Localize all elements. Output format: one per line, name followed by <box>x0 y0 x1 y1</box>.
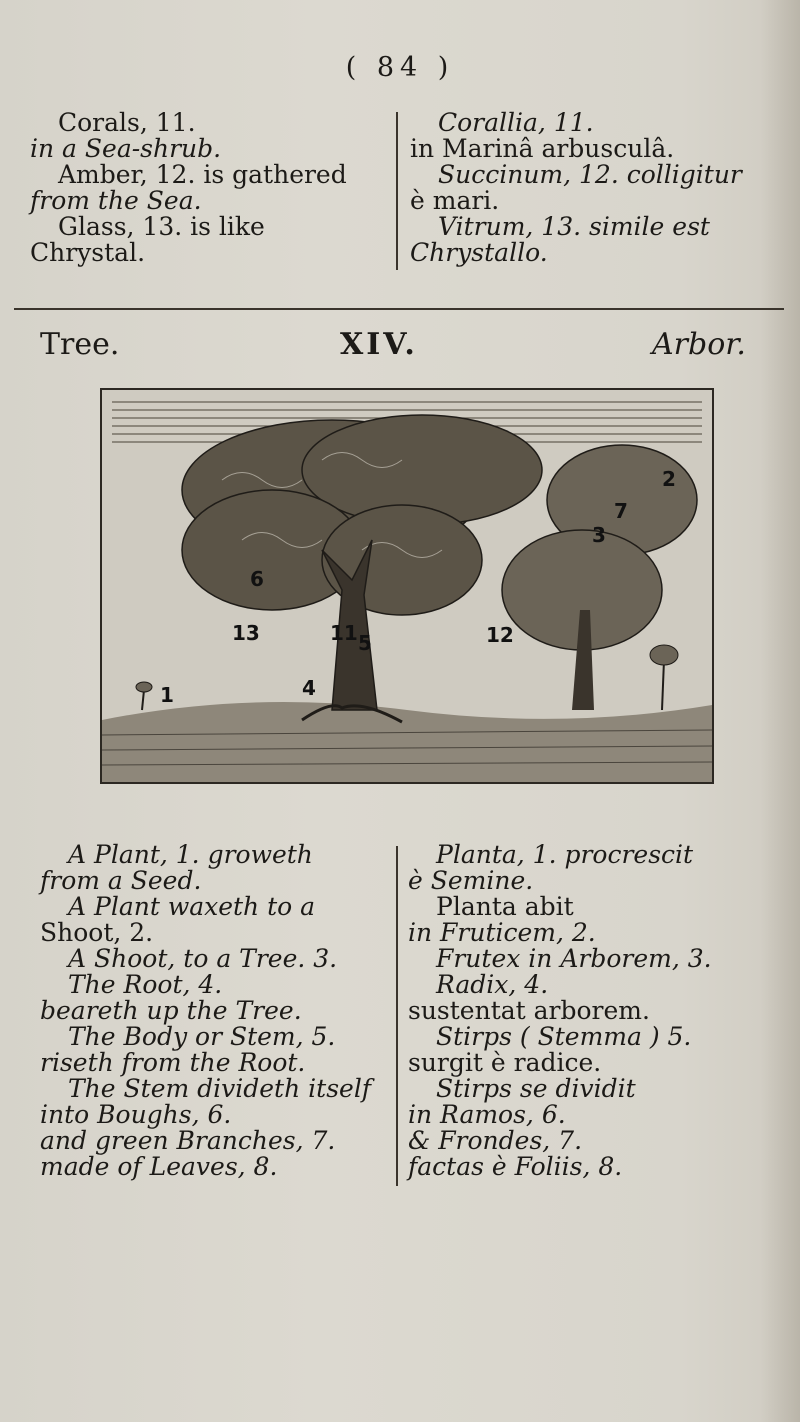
text-line: Planta, 1. procrescit <box>436 840 694 869</box>
figure-label: 4 <box>302 676 316 700</box>
text-line: Corals, 11. <box>58 108 196 137</box>
text-line: riseth from the Root. <box>40 1048 306 1077</box>
heading-number: XIV. <box>340 327 418 362</box>
text-line: è Semine. <box>408 866 534 895</box>
text-line: factas è Foliis, 8. <box>408 1152 623 1181</box>
text-line: A Plant waxeth to a <box>68 892 316 921</box>
text-line: Frutex in Arborem, 3. <box>436 944 712 973</box>
lower-english-column <box>40 842 390 1180</box>
text-line: Planta abit <box>436 892 574 921</box>
figure-label: 13 <box>232 621 260 645</box>
text-line: Stirps ( Stemma ) 5. <box>436 1022 692 1051</box>
text-line: in Ramos, 6. <box>408 1100 566 1129</box>
text-line: Corallia, 11. <box>438 108 594 137</box>
text-line: & Frondes, 7. <box>408 1126 583 1155</box>
figure-label: 7 <box>614 499 628 523</box>
figure-label: 3 <box>592 523 606 547</box>
text-line: into Boughs, 6. <box>40 1100 232 1129</box>
text-line: A Plant, 1. groweth <box>68 840 313 869</box>
text-line: made of Leaves, 8. <box>40 1152 278 1181</box>
top-latin-column <box>410 110 790 266</box>
text-line: The Stem divideth itself <box>68 1074 372 1103</box>
top-english-column <box>30 110 370 266</box>
figure-label: 5 <box>358 631 372 655</box>
text-line: beareth up the Tree. <box>40 996 302 1025</box>
section-rule <box>14 308 784 310</box>
engraved-tree-illustration <box>100 388 714 784</box>
text-line: Shoot, 2. <box>40 918 154 947</box>
text-line: Amber, 12. is gathered <box>58 160 347 189</box>
text-line: The Body or Stem, 5. <box>68 1022 336 1051</box>
text-line: è mari. <box>410 186 500 215</box>
text-line: Glass, 13. is like <box>58 212 265 241</box>
text-line: Chrystallo. <box>410 238 548 267</box>
text-line: Stirps se dividit <box>436 1074 636 1103</box>
figure-label: 11 <box>330 621 358 645</box>
text-line: A Shoot, to a Tree. 3. <box>68 944 338 973</box>
figure-label: 2 <box>662 467 676 491</box>
text-line: surgit è radice. <box>408 1048 602 1077</box>
text-line: Vitrum, 13. simile est <box>438 212 710 241</box>
text-line: Radix, 4. <box>436 970 549 999</box>
column-divider <box>396 846 398 1186</box>
engraving-svg <box>102 390 712 782</box>
text-line: sustentat arborem. <box>408 996 650 1025</box>
text-line: in Marinâ arbusculâ. <box>410 134 675 163</box>
text-line: The Root, 4. <box>68 970 223 999</box>
figure-label: 12 <box>486 623 514 647</box>
heading-english: Tree. <box>40 327 120 362</box>
text-line: Chrystal. <box>30 238 146 267</box>
text-line: in a Sea-shrub. <box>30 134 222 163</box>
text-line: Succinum, 12. colligitur <box>438 160 742 189</box>
page-number: ( 84 ) <box>345 52 455 83</box>
text-line: and green Branches, 7. <box>40 1126 336 1155</box>
text-line: from the Sea. <box>30 186 202 215</box>
column-divider <box>396 112 398 270</box>
text-line: from a Seed. <box>40 866 202 895</box>
figure-label: 6 <box>250 567 264 591</box>
figure-label: 1 <box>160 683 174 707</box>
text-line: in Fruticem, 2. <box>408 918 596 947</box>
lower-latin-column <box>408 842 768 1180</box>
heading-latin: Arbor. <box>652 327 746 362</box>
